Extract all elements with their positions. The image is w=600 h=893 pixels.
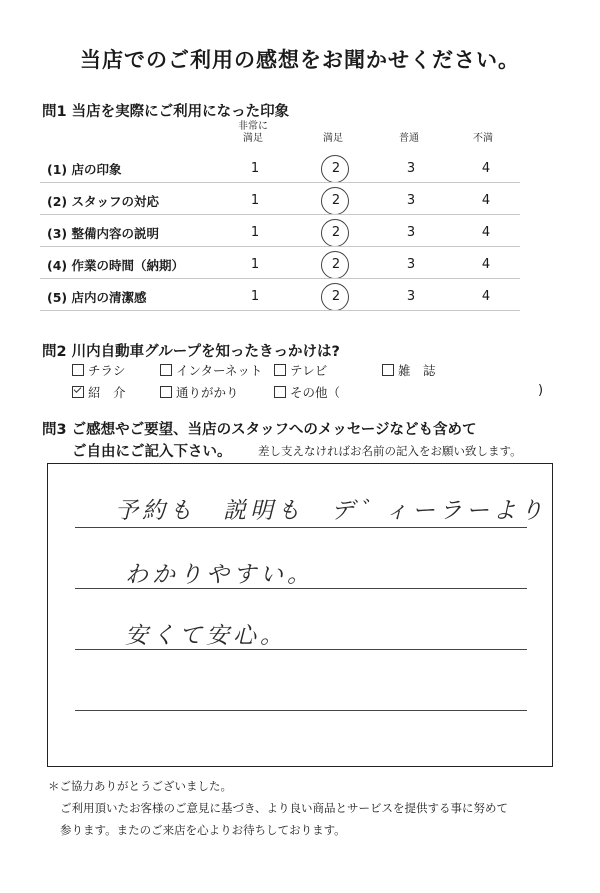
q1-column-header: 非常に 満足	[238, 121, 268, 144]
rating-option[interactable]: 4	[481, 257, 491, 272]
rating-option[interactable]: 3	[406, 257, 416, 272]
q2-option[interactable]	[160, 383, 239, 401]
q2-heading: 問2 川内自動車グループを知ったきっかけは?	[42, 344, 340, 360]
rating-option[interactable]: 3	[406, 161, 416, 176]
q3-note: 差し支えなければお名前の記入をお願い致します。	[258, 444, 522, 458]
rating-option[interactable]: 2	[331, 289, 341, 304]
rating-option[interactable]: 2	[331, 257, 341, 272]
page-title: 当店でのご利用の感想をお聞かせください。	[80, 48, 520, 72]
q2-option-label: チラシ	[88, 363, 126, 378]
rating-option[interactable]: 1	[250, 193, 260, 208]
rating-option[interactable]: 4	[481, 289, 491, 304]
footer-message-line1: ご利用頂いたお客様のご意見に基づき、より良い商品とサービスを提供する事に努めて	[60, 801, 509, 815]
handwritten-comment-line: わかりやすい。	[125, 562, 314, 588]
writing-line	[75, 527, 527, 528]
rating-option[interactable]: 3	[406, 289, 416, 304]
q2-option-label: 通りがかり	[176, 385, 239, 400]
q1-column-header: 普通	[399, 133, 419, 144]
rating-option[interactable]: 4	[481, 161, 491, 176]
checkbox[interactable]	[72, 364, 84, 376]
selected-rating-circle	[321, 187, 349, 215]
rating-option[interactable]: 3	[406, 225, 416, 240]
rating-option[interactable]: 4	[481, 225, 491, 240]
selected-rating-circle	[321, 219, 349, 247]
q2-option[interactable]	[160, 361, 262, 379]
q2-close-paren: )	[538, 383, 544, 398]
checkbox[interactable]	[160, 386, 172, 398]
row-divider	[40, 246, 520, 247]
row-divider	[40, 310, 520, 311]
rating-option[interactable]: 4	[481, 193, 491, 208]
selected-rating-circle	[321, 283, 349, 311]
rating-option[interactable]: 1	[250, 257, 260, 272]
q1-row-label: (3) 整備内容の説明	[47, 226, 159, 241]
q1-row-label: (5) 店内の清潔感	[47, 290, 147, 305]
rating-option[interactable]: 1	[250, 225, 260, 240]
q2-option-label: インターネット	[176, 363, 263, 378]
handwritten-comment-line: 予約も 説明も デ゛ィーラーより	[115, 498, 547, 524]
q1-column-header: 不満	[473, 133, 493, 144]
q1-row-label: (1) 店の印象	[47, 162, 122, 177]
checkbox[interactable]	[160, 364, 172, 376]
q1-column-header: 満足	[323, 133, 343, 144]
rating-option[interactable]: 3	[406, 193, 416, 208]
rating-option[interactable]: 2	[331, 193, 341, 208]
q2-option-label: テレビ	[290, 363, 328, 378]
q1-row-label: (4) 作業の時間（納期）	[47, 258, 184, 273]
checkbox[interactable]	[382, 364, 394, 376]
q2-option[interactable]	[72, 361, 126, 379]
row-divider	[40, 182, 520, 183]
rating-option[interactable]: 1	[250, 161, 260, 176]
q2-option-label: 雑 誌	[398, 363, 436, 378]
q2-option[interactable]	[274, 383, 340, 401]
q2-option-label: その他（	[290, 385, 341, 400]
footer-message-line2: 参ります。またのご来店を心よりお待ちしております。	[60, 823, 346, 837]
writing-line	[75, 710, 527, 711]
footer-thanks: ＊ご協力ありがとうございました。	[48, 779, 232, 793]
row-divider	[40, 278, 520, 279]
checkbox[interactable]	[274, 386, 286, 398]
row-divider	[40, 214, 520, 215]
q2-option-label: 紹 介	[88, 385, 126, 400]
q1-heading: 問1 当店を実際にご利用になった印象	[42, 104, 290, 120]
handwritten-comment-line: 安くて安心。	[125, 623, 287, 649]
rating-option[interactable]: 1	[250, 289, 260, 304]
q3-heading-line1: 問3 ご感想やご要望、当店のスタッフへのメッセージなども含めて	[42, 422, 477, 438]
checkbox[interactable]	[274, 364, 286, 376]
q3-heading-line2: ご自由にご記入下さい。	[72, 444, 232, 460]
selected-rating-circle	[321, 155, 349, 183]
q1-row-label: (2) スタッフの対応	[47, 194, 159, 209]
rating-option[interactable]: 2	[331, 161, 341, 176]
q2-option[interactable]	[274, 361, 327, 379]
q2-option[interactable]	[72, 383, 126, 401]
checked-checkbox[interactable]	[72, 386, 84, 398]
q2-option[interactable]	[382, 361, 436, 379]
rating-option[interactable]: 2	[331, 225, 341, 240]
selected-rating-circle	[321, 251, 349, 279]
